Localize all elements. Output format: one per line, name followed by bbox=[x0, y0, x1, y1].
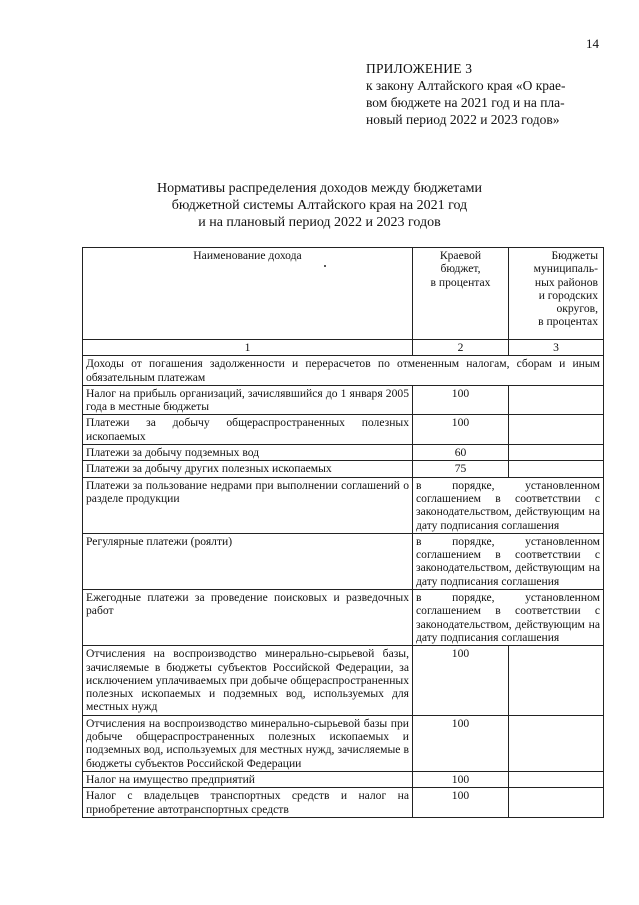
table-row bbox=[83, 533, 604, 589]
income-name: Ежегодные платежи за проведение поисковых и разведочных работ bbox=[83, 590, 413, 646]
income-name: Отчисления на воспроизводство минерально-сырьевой базы, зачисляемые в бюджеты субъектов Российской Федерации, за исключением уплачиваемых при добыче общераспространенных полезных ископаемых и подземных вод, используемых для местных нужд bbox=[83, 646, 413, 715]
table-row bbox=[83, 788, 604, 818]
regional-value: 100 bbox=[413, 646, 509, 715]
header-municipal-line: муниципаль- bbox=[533, 262, 598, 276]
appendix-title: ПРИЛОЖЕНИЕ 3 bbox=[366, 61, 473, 76]
section-row bbox=[83, 356, 604, 386]
column-number: 3 bbox=[509, 340, 604, 356]
table-row bbox=[83, 461, 604, 477]
appendix-line: новый период 2022 и 2023 годов» bbox=[366, 112, 560, 127]
table-row bbox=[83, 445, 604, 461]
regional-value: 100 bbox=[413, 415, 509, 445]
table-row bbox=[83, 771, 604, 787]
section-title: Доходы от погашения задолженности и перерасчетов по отмененным налогам, сборам и иным обязательным платежам bbox=[83, 356, 604, 386]
appendix-line: вом бюджете на 2021 год и на пла- bbox=[366, 95, 565, 110]
document-title-line: Нормативы распределения доходов между бюджетами bbox=[156, 181, 483, 196]
municipal-value bbox=[509, 788, 604, 818]
column-number: 2 bbox=[413, 340, 509, 356]
municipal-value bbox=[509, 445, 604, 461]
regional-value: 60 bbox=[413, 445, 509, 461]
header-municipal-line: ных районов bbox=[534, 275, 598, 289]
municipal-value bbox=[509, 646, 604, 715]
municipal-value bbox=[509, 415, 604, 445]
table-row bbox=[83, 646, 604, 715]
header-regional-line: Краевой bbox=[439, 249, 482, 262]
regional-value: 100 bbox=[413, 715, 509, 771]
appendix-line: к закону Алтайского края «О крае- bbox=[366, 78, 566, 93]
municipal-value bbox=[509, 715, 604, 771]
income-name: Платежи за добычу других полезных ископаемых bbox=[83, 461, 413, 477]
header-municipal-line: и городских bbox=[538, 288, 598, 302]
document-title-line: и на плановый период 2022 и 2023 годов bbox=[198, 215, 441, 230]
income-name: Платежи за добычу общераспространенных полезных ископаемых bbox=[83, 415, 413, 445]
municipal-value bbox=[509, 771, 604, 787]
header-regional-line: в процентах bbox=[430, 275, 491, 289]
column-number-row bbox=[83, 340, 604, 356]
income-name: Налог на прибыль организаций, зачислявшийся до 1 января 2005 года в местные бюджеты bbox=[83, 385, 413, 415]
agreement-text: в порядке, установленном соглашением в соответствии с законодательством, действующим на дату подписания соглашения bbox=[413, 590, 604, 646]
table-row bbox=[83, 415, 604, 445]
header-income-name: Наименование дохода bbox=[83, 248, 413, 340]
header-municipal-budgets bbox=[509, 248, 604, 340]
appendix-header bbox=[366, 60, 626, 128]
regional-value: 100 bbox=[413, 385, 509, 415]
header-regional-budget bbox=[413, 248, 509, 340]
income-name: Платежи за добычу подземных вод bbox=[83, 445, 413, 461]
page-number: 14 bbox=[586, 36, 599, 51]
income-name: Платежи за пользование недрами при выполнении соглашений о разделе продукции bbox=[83, 477, 413, 533]
norms-table bbox=[82, 247, 604, 818]
agreement-text: в порядке, установленном соглашением в соответствии с законодательством, действующим на дату подписания соглашения bbox=[413, 477, 604, 533]
header-municipal-line: Бюджеты bbox=[551, 249, 598, 262]
table-row bbox=[83, 590, 604, 646]
regional-value: 75 bbox=[413, 461, 509, 477]
income-name: Налог с владельцев транспортных средств и налог на приобретение автотранспортных средств bbox=[83, 788, 413, 818]
column-number: 1 bbox=[83, 340, 413, 356]
income-name: Налог на имущество предприятий bbox=[83, 771, 413, 787]
regional-value: 100 bbox=[413, 771, 509, 787]
document-title-line: бюджетной системы Алтайского края на 2021 год bbox=[171, 198, 468, 213]
table-row bbox=[83, 385, 604, 415]
header-municipal-line: округов, bbox=[556, 302, 598, 316]
income-name: Отчисления на воспроизводство минерально-сырьевой базы при добыче общераспространенных полезных ископаемых и подземных вод, используемых для местных нужд, зачисляемые в бюджеты субъектов Российской Федерации bbox=[83, 715, 413, 771]
table-row bbox=[83, 477, 604, 533]
agreement-text: в порядке, установленном соглашением в соответствии с законодательством, действующим на дату подписания соглашения bbox=[413, 533, 604, 589]
table-row bbox=[83, 715, 604, 771]
table-header-row bbox=[83, 248, 604, 340]
regional-value: 100 bbox=[413, 788, 509, 818]
header-municipal-line: в процентах bbox=[538, 315, 598, 329]
municipal-value bbox=[509, 461, 604, 477]
income-name: Регулярные платежи (роялти) bbox=[83, 533, 413, 589]
municipal-value bbox=[509, 385, 604, 415]
document-title bbox=[0, 180, 639, 231]
header-regional-line: бюджет, bbox=[440, 262, 481, 276]
